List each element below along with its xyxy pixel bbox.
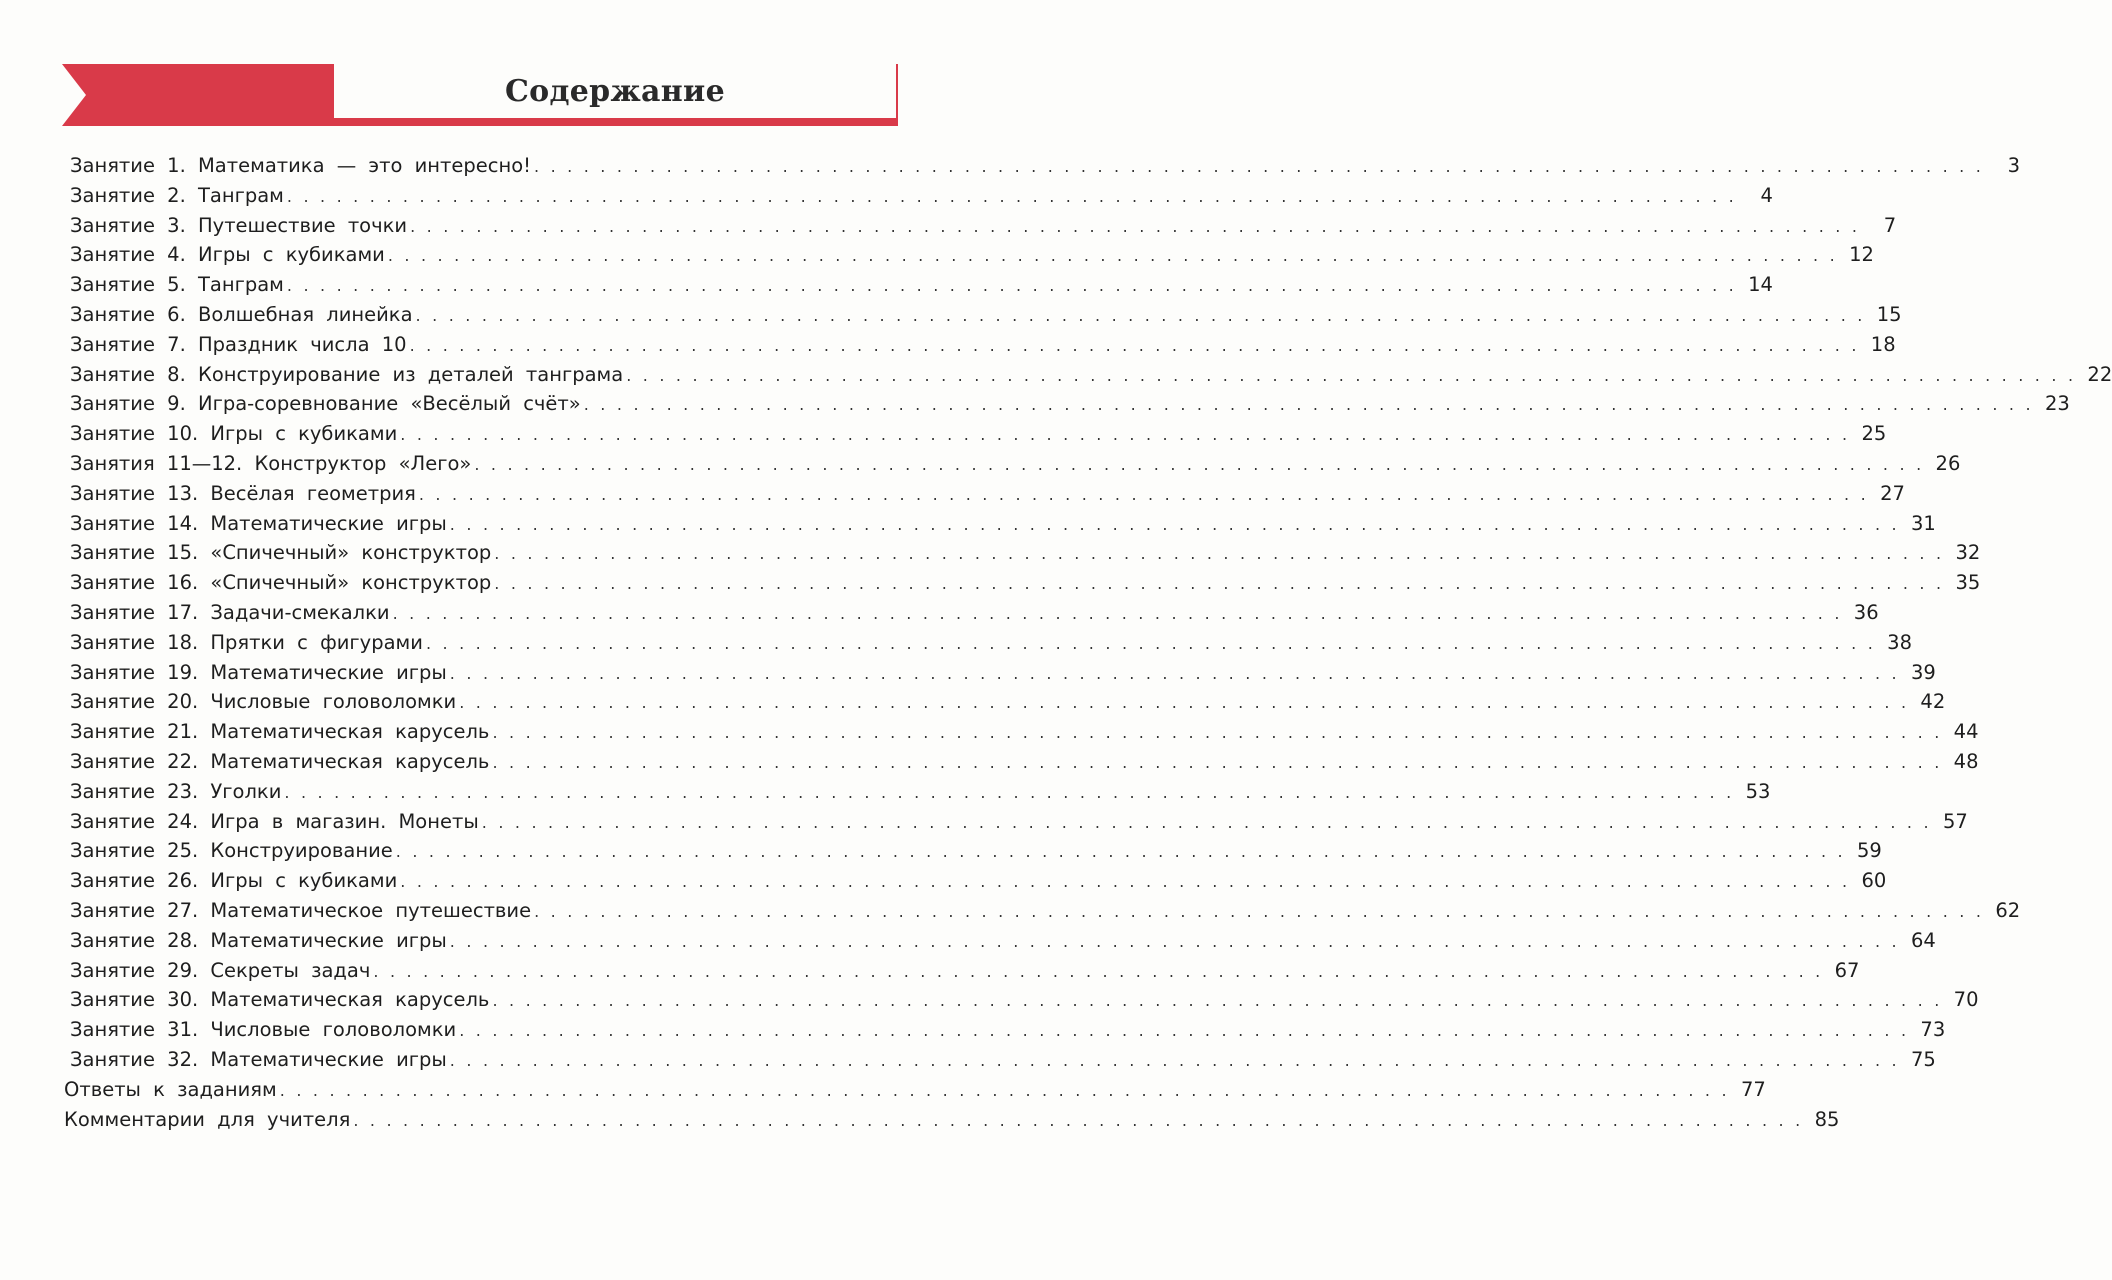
toc-entry-label bbox=[64, 1048, 447, 1071]
toc-entry-label bbox=[64, 422, 397, 445]
toc-entry-title: Весёлая геометрия bbox=[210, 481, 416, 505]
toc-extra-page: 85 bbox=[1814, 1107, 1840, 1131]
toc-entry-label bbox=[64, 214, 407, 237]
toc-entry-page: 60 bbox=[1861, 869, 1887, 893]
toc-entry-title: Математические игры bbox=[210, 1047, 447, 1071]
toc-entry-title: Игра в магазин. Монеты bbox=[210, 809, 479, 833]
toc-entry[interactable] bbox=[64, 511, 1936, 542]
toc-entry-title: Путешествие точки bbox=[197, 213, 408, 237]
page-title: Содержание bbox=[505, 73, 725, 109]
toc-leader-dots: . . . . . . . . . . . . . . . . . . . . . . . . . . . . . . . . . . . . . . . . . . . . . . . . . . . . . . . . . . . . . . . . . . . . . . . . . . . . . . . . . . . . . . . . bbox=[279, 1080, 1730, 1100]
toc-entry-number: 11—12. bbox=[166, 451, 243, 475]
toc-leader-dots: . . . . . . . . . . . . . . . . . . . . . . . . . . . . . . . . . . . . . . . . . . . . . . . . . . . . . . . . . . . . . . . . . . . . . . . . . . . . . . . . . . . . . . . . bbox=[492, 723, 1943, 743]
toc-leader-dots: . . . . . . . . . . . . . . . . . . . . . . . . . . . . . . . . . . . . . . . . . . . . . . . . . . . . . . . . . . . . . . . . . . . . . . . . . . . . . . . . . . . . . . . . bbox=[449, 663, 1900, 683]
toc-leader-dots: . . . . . . . . . . . . . . . . . . . . . . . . . . . . . . . . . . . . . . . . . . . . . . . . . . . . . . . . . . . . . . . . . . . . . . . . . . . . . . . . . . . . . . . . bbox=[583, 395, 2034, 415]
toc-entry-title: Математические игры bbox=[210, 928, 447, 952]
toc-entry-label bbox=[64, 631, 423, 654]
toc-entry-prefix: Занятие bbox=[70, 362, 155, 386]
toc-leader-dots: . . . . . . . . . . . . . . . . . . . . . . . . . . . . . . . . . . . . . . . . . . . . . . . . . . . . . . . . . . . . . . . . . . . . . . . . . . . . . . . . . . . . . . . . bbox=[286, 186, 1737, 206]
toc-entry-title: Праздник числа 10 bbox=[197, 332, 407, 356]
toc-leader-dots: . . . . . . . . . . . . . . . . . . . . . . . . . . . . . . . . . . . . . . . . . . . . . . . . . . . . . . . . . . . . . . . . . . . . . . . . . . . . . . . . . . . . . . . . bbox=[415, 305, 1866, 325]
toc-extra-title: Ответы к заданиям bbox=[64, 1077, 277, 1101]
toc-entry-prefix: Занятие bbox=[70, 988, 155, 1012]
toc-entry[interactable] bbox=[64, 1018, 1946, 1048]
toc-entry[interactable] bbox=[64, 243, 1874, 273]
toc-entry-page: 36 bbox=[1853, 600, 1879, 624]
toc-entry-label bbox=[64, 571, 491, 594]
toc-entry-label bbox=[64, 839, 393, 862]
toc-entry-title: Конструктор «Лего» bbox=[254, 451, 472, 475]
toc-entry-prefix: Занятие bbox=[70, 541, 155, 565]
toc-entry-prefix: Занятие bbox=[70, 243, 155, 267]
toc-entry-prefix: Занятие bbox=[70, 749, 155, 773]
toc-entry-page: 14 bbox=[1748, 273, 1773, 297]
toc-entry-prefix: Занятие bbox=[70, 1018, 155, 1042]
toc-entry-page: 73 bbox=[1920, 1018, 1946, 1042]
toc-leader-dots: . . . . . . . . . . . . . . . . . . . . . . . . . . . . . . . . . . . . . . . . . . . . . . . . . . . . . . . . . . . . . . . . . . . . . . . . . . . . . . . . . . . . . . . . bbox=[534, 901, 1985, 921]
toc-entry-prefix: Занятие bbox=[70, 839, 155, 863]
toc-entry-label bbox=[64, 273, 284, 296]
toc-entry-label bbox=[64, 869, 397, 892]
toc-leader-dots: . . . . . . . . . . . . . . . . . . . . . . . . . . . . . . . . . . . . . . . . . . . . . . . . . . . . . . . . . . . . . . . . . . . . . . . . . . . . . . . . . . . . . . . . bbox=[392, 603, 1843, 623]
toc-entry-page: 27 bbox=[1880, 481, 1905, 505]
title-banner bbox=[62, 64, 898, 126]
toc-entry-title: Конструирование из деталей танграма bbox=[197, 362, 624, 386]
toc-entry-prefix: Занятие bbox=[70, 213, 155, 237]
title-box bbox=[334, 64, 896, 118]
toc-entry-prefix: Занятие bbox=[70, 392, 155, 416]
toc-extra-page: 77 bbox=[1740, 1077, 1766, 1101]
toc-entry-title: Математические игры bbox=[210, 660, 447, 684]
toc-entry-title: Математическая карусель bbox=[210, 749, 490, 773]
toc-entry-page: 64 bbox=[1911, 928, 1936, 952]
toc-entry-page: 23 bbox=[2044, 392, 2070, 416]
toc-entry-page: 67 bbox=[1834, 958, 1860, 982]
toc-entry-number: 16. bbox=[167, 571, 199, 595]
toc-entry[interactable] bbox=[64, 481, 1905, 512]
toc-entry-number: 14. bbox=[167, 511, 199, 535]
toc-entry-label bbox=[64, 988, 489, 1011]
toc-extra-entry[interactable] bbox=[64, 1077, 1766, 1108]
toc-entry-label bbox=[64, 392, 581, 415]
toc-entry[interactable] bbox=[64, 779, 1771, 810]
toc-entry-number: 21. bbox=[167, 720, 199, 744]
toc-leader-dots: . . . . . . . . . . . . . . . . . . . . . . . . . . . . . . . . . . . . . . . . . . . . . . . . . . . . . . . . . . . . . . . . . . . . . . . . . . . . . . . . . . . . . . . . bbox=[494, 544, 1945, 564]
toc-entry-title: Игра-соревнование «Весёлый счёт» bbox=[197, 392, 581, 416]
toc-leader-dots: . . . . . . . . . . . . . . . . . . . . . . . . . . . . . . . . . . . . . . . . . . . . . . . . . . . . . . . . . . . . . . . . . . . . . . . . . . . . . . . . . . . . . . . . bbox=[626, 365, 2077, 385]
toc-leader-dots: . . . . . . . . . . . . . . . . . . . . . . . . . . . . . . . . . . . . . . . . . . . . . . . . . . . . . . . . . . . . . . . . . . . . . . . . . . . . . . . . . . . . . . . . bbox=[492, 991, 1943, 1011]
toc-entry-number: 1. bbox=[167, 154, 186, 177]
toc-entry-prefix: Занятие bbox=[70, 481, 155, 505]
toc-leader-dots: . . . . . . . . . . . . . . . . . . . . . . . . . . . . . . . . . . . . . . . . . . . . . . . . . . . . . . . . . . . . . . . . . . . . . . . . . . . . . . . . . . . . . . . . bbox=[410, 216, 1861, 236]
toc-entry-prefix: Занятие bbox=[70, 302, 155, 326]
toc-leader-dots: . . . . . . . . . . . . . . . . . . . . . . . . . . . . . . . . . . . . . . . . . . . . . . . . . . . . . . . . . . . . . . . . . . . . . . . . . . . . . . . . . . . . . . . . bbox=[284, 782, 1735, 802]
toc-entry-title: Волшебная линейка bbox=[197, 302, 413, 326]
toc-entry[interactable] bbox=[64, 839, 1882, 869]
toc-entry-page: 7 bbox=[1883, 213, 1897, 237]
toc-entry-label bbox=[64, 601, 390, 624]
toc-entry[interactable] bbox=[64, 630, 1912, 661]
toc-entry-title: Прятки с фигурами bbox=[210, 630, 423, 654]
toc-entry-page: 31 bbox=[1911, 511, 1936, 535]
toc-entry-number: 22. bbox=[167, 749, 199, 773]
toc-entry[interactable] bbox=[64, 392, 2070, 422]
toc-entry-label bbox=[64, 154, 531, 177]
toc-leader-dots: . . . . . . . . . . . . . . . . . . . . . . . . . . . . . . . . . . . . . . . . . . . . . . . . . . . . . . . . . . . . . . . . . . . . . . . . . . . . . . . . . . . . . . . . bbox=[353, 1110, 1804, 1130]
toc-entry-prefix: Занятие bbox=[70, 422, 155, 446]
toc-leader-dots: . . . . . . . . . . . . . . . . . . . . . . . . . . . . . . . . . . . . . . . . . . . . . . . . . . . . . . . . . . . . . . . . . . . . . . . . . . . . . . . . . . . . . . . . bbox=[418, 484, 1869, 504]
toc-entry-prefix: Занятие bbox=[70, 869, 155, 893]
toc-entry-number: 15. bbox=[167, 541, 199, 565]
toc-entry-prefix: Занятия bbox=[70, 451, 155, 475]
toc-entry-prefix: Занятие bbox=[70, 332, 155, 356]
toc-extra-entry[interactable] bbox=[64, 1107, 1840, 1138]
toc-entry-page: 12 bbox=[1849, 243, 1874, 267]
toc-entry-number: 19. bbox=[167, 660, 199, 684]
toc-entry-title: «Спичечный» конструктор bbox=[210, 541, 492, 565]
toc-entry[interactable] bbox=[64, 660, 1936, 691]
toc-extra-title: Комментарии для учителя bbox=[64, 1107, 351, 1131]
toc-entry-prefix: Занятие bbox=[70, 690, 155, 714]
toc-entry-page: 59 bbox=[1856, 839, 1882, 863]
toc-entry-label bbox=[64, 899, 531, 922]
toc-entry-number: 20. bbox=[167, 690, 199, 714]
toc-entry[interactable] bbox=[64, 451, 1961, 482]
toc-entry-label bbox=[64, 303, 413, 326]
toc-entry-page: 57 bbox=[1942, 809, 1968, 833]
toc-leader-dots: . . . . . . . . . . . . . . . . . . . . . . . . . . . . . . . . . . . . . . . . . . . . . . . . . . . . . . . . . . . . . . . . . . . . . . . . . . . . . . . . . . . . . . . . bbox=[534, 157, 1985, 176]
toc-entry-title: Математическая карусель bbox=[210, 988, 490, 1012]
toc-entry-label bbox=[64, 661, 447, 684]
toc-entry-prefix: Занятие bbox=[70, 720, 155, 744]
toc-leader-dots: . . . . . . . . . . . . . . . . . . . . . . . . . . . . . . . . . . . . . . . . . . . . . . . . . . . . . . . . . . . . . . . . . . . . . . . . . . . . . . . . . . . . . . . . bbox=[492, 752, 1943, 772]
toc-entry-label bbox=[64, 750, 489, 773]
toc-entry-prefix: Занятие bbox=[70, 660, 155, 684]
toc-entry[interactable] bbox=[64, 988, 1979, 1018]
toc-entry[interactable] bbox=[64, 1047, 1936, 1078]
toc-entry-prefix: Занятие bbox=[70, 779, 155, 803]
toc-entry-prefix: Занятие bbox=[70, 809, 155, 833]
toc-entry-page: 42 bbox=[1920, 690, 1946, 714]
toc-leader-dots: . . . . . . . . . . . . . . . . . . . . . . . . . . . . . . . . . . . . . . . . . . . . . . . . . . . . . . . . . . . . . . . . . . . . . . . . . . . . . . . . . . . . . . . . bbox=[400, 425, 1851, 445]
toc-entry-page: 62 bbox=[1995, 898, 2021, 922]
toc-entry-prefix: Занятие bbox=[70, 183, 155, 207]
toc-entry-prefix: Занятие bbox=[70, 571, 155, 595]
toc-entry-title: Танграм bbox=[197, 273, 284, 297]
toc-entry-title: Математика — это интересно! bbox=[197, 154, 531, 177]
toc-entry-title: Уголки bbox=[210, 779, 282, 803]
toc-entry-number: 4. bbox=[167, 243, 186, 267]
toc-entry-page: 32 bbox=[1955, 541, 1981, 565]
toc-entry-title: Математическое путешествие bbox=[210, 898, 532, 922]
toc-entry[interactable] bbox=[64, 600, 1879, 631]
toc-entry[interactable] bbox=[64, 809, 1968, 840]
toc-entry[interactable] bbox=[64, 749, 1979, 780]
toc-leader-dots: . . . . . . . . . . . . . . . . . . . . . . . . . . . . . . . . . . . . . . . . . . . . . . . . . . . . . . . . . . . . . . . . . . . . . . . . . . . . . . . . . . . . . . . . bbox=[425, 633, 1876, 653]
toc-entry-number: 31. bbox=[167, 1018, 199, 1042]
toc-entry[interactable] bbox=[64, 302, 1902, 333]
toc-entry-page: 18 bbox=[1870, 332, 1896, 356]
toc-entry-title: Игры с кубиками bbox=[210, 422, 398, 446]
toc-entry-number: 10. bbox=[167, 422, 199, 446]
toc-leader-dots: . . . . . . . . . . . . . . . . . . . . . . . . . . . . . . . . . . . . . . . . . . . . . . . . . . . . . . . . . . . . . . . . . . . . . . . . . . . . . . . . . . . . . . . . bbox=[449, 514, 1900, 534]
toc-entry-number: 5. bbox=[167, 273, 186, 297]
toc-entry-title: Конструирование bbox=[210, 839, 393, 863]
toc-entry-page: 48 bbox=[1953, 749, 1979, 773]
toc-leader-dots: . . . . . . . . . . . . . . . . . . . . . . . . . . . . . . . . . . . . . . . . . . . . . . . . . . . . . . . . . . . . . . . . . . . . . . . . . . . . . . . . . . . . . . . . bbox=[395, 842, 1846, 862]
toc-entry-prefix: Занятие bbox=[70, 154, 155, 177]
toc-entry-number: 28. bbox=[167, 928, 199, 952]
toc-entry[interactable] bbox=[64, 898, 2021, 929]
toc-entry[interactable] bbox=[64, 362, 2112, 393]
toc-entry-number: 32. bbox=[167, 1047, 199, 1071]
toc-entry-prefix: Занятие bbox=[70, 511, 155, 535]
toc-entry[interactable] bbox=[64, 571, 1981, 601]
toc-entry-page: 3 bbox=[2007, 154, 2021, 177]
toc-entry-page: 22 bbox=[2087, 362, 2112, 386]
toc-entry-prefix: Занятие bbox=[70, 273, 155, 297]
toc-entry-title: Математическая карусель bbox=[210, 720, 490, 744]
toc-entry-label bbox=[64, 690, 456, 713]
toc-entry-title: Танграм bbox=[197, 183, 284, 207]
toc-entry-prefix: Занятие bbox=[70, 600, 155, 624]
toc-entry[interactable] bbox=[64, 869, 1887, 899]
toc-entry-label bbox=[64, 541, 491, 564]
toc-entry-page: 35 bbox=[1955, 571, 1981, 595]
toc-entry[interactable] bbox=[64, 958, 1860, 989]
toc-entry-label bbox=[64, 780, 281, 803]
toc-entry-prefix: Занятие bbox=[70, 958, 155, 982]
toc-entry-label bbox=[64, 512, 447, 535]
toc-entry-page: 25 bbox=[1861, 422, 1887, 446]
toc-entry-page: 70 bbox=[1953, 988, 1979, 1012]
toc-entry-number: 7. bbox=[167, 332, 186, 356]
toc-entry-title: Секреты задач bbox=[210, 958, 371, 982]
toc-leader-dots: . . . . . . . . . . . . . . . . . . . . . . . . . . . . . . . . . . . . . . . . . . . . . . . . . . . . . . . . . . . . . . . . . . . . . . . . . . . . . . . . . . . . . . . . bbox=[400, 872, 1851, 892]
toc-entry-prefix: Занятие bbox=[70, 1047, 155, 1071]
toc-leader-dots: . . . . . . . . . . . . . . . . . . . . . . . . . . . . . . . . . . . . . . . . . . . . . . . . . . . . . . . . . . . . . . . . . . . . . . . . . . . . . . . . . . . . . . . . bbox=[481, 812, 1932, 832]
table-of-contents bbox=[64, 154, 2112, 1137]
toc-entry-number: 17. bbox=[167, 600, 199, 624]
toc-leader-dots: . . . . . . . . . . . . . . . . . . . . . . . . . . . . . . . . . . . . . . . . . . . . . . . . . . . . . . . . . . . . . . . . . . . . . . . . . . . . . . . . . . . . . . . . bbox=[459, 693, 1910, 713]
toc-entry-prefix: Занятие bbox=[70, 928, 155, 952]
toc-entry-number: 27. bbox=[167, 898, 199, 922]
toc-entry-number: 24. bbox=[167, 809, 199, 833]
toc-entry-label bbox=[64, 1018, 456, 1041]
toc-entry-title: Игры с кубиками bbox=[197, 243, 385, 267]
toc-entry-page: 39 bbox=[1911, 660, 1936, 684]
toc-leader-dots: . . . . . . . . . . . . . . . . . . . . . . . . . . . . . . . . . . . . . . . . . . . . . . . . . . . . . . . . . . . . . . . . . . . . . . . . . . . . . . . . . . . . . . . . bbox=[449, 931, 1900, 951]
toc-leader-dots: . . . . . . . . . . . . . . . . . . . . . . . . . . . . . . . . . . . . . . . . . . . . . . . . . . . . . . . . . . . . . . . . . . . . . . . . . . . . . . . . . . . . . . . . bbox=[474, 454, 1925, 474]
toc-entry-title: Задачи-смекалки bbox=[210, 600, 390, 624]
toc-entry-number: 18. bbox=[167, 630, 199, 654]
toc-entry-prefix: Занятие bbox=[70, 898, 155, 922]
toc-entry-number: 6. bbox=[167, 302, 186, 326]
toc-entry-number: 30. bbox=[167, 988, 199, 1012]
toc-leader-dots: . . . . . . . . . . . . . . . . . . . . . . . . . . . . . . . . . . . . . . . . . . . . . . . . . . . . . . . . . . . . . . . . . . . . . . . . . . . . . . . . . . . . . . . . bbox=[373, 961, 1824, 981]
toc-entry[interactable] bbox=[64, 690, 1946, 720]
toc-entry-label bbox=[64, 929, 447, 952]
toc-entry-page: 4 bbox=[1760, 183, 1773, 207]
toc-entry-page: 26 bbox=[1935, 451, 1961, 475]
toc-entry-label bbox=[64, 959, 370, 982]
toc-entry[interactable] bbox=[64, 928, 1936, 959]
toc-entry-label bbox=[64, 333, 407, 356]
toc-entry-number: 9. bbox=[167, 392, 186, 416]
toc-leader-dots: . . . . . . . . . . . . . . . . . . . . . . . . . . . . . . . . . . . . . . . . . . . . . . . . . . . . . . . . . . . . . . . . . . . . . . . . . . . . . . . . . . . . . . . . bbox=[459, 1021, 1910, 1041]
toc-entry-number: 26. bbox=[167, 869, 199, 893]
toc-entry-label bbox=[64, 243, 385, 266]
toc-entry-number: 8. bbox=[167, 362, 186, 386]
toc-entry-number: 23. bbox=[167, 779, 199, 803]
toc-entry-prefix: Занятие bbox=[70, 630, 155, 654]
toc-entry-label bbox=[64, 720, 489, 743]
toc-entry-number: 13. bbox=[167, 481, 199, 505]
toc-entry-title: Математические игры bbox=[210, 511, 447, 535]
toc-entry[interactable] bbox=[64, 541, 1981, 571]
toc-entry-number: 2. bbox=[167, 183, 186, 207]
toc-entry[interactable] bbox=[64, 720, 1979, 750]
toc-leader-dots: . . . . . . . . . . . . . . . . . . . . . . . . . . . . . . . . . . . . . . . . . . . . . . . . . . . . . . . . . . . . . . . . . . . . . . . . . . . . . . . . . . . . . . . . bbox=[387, 246, 1838, 266]
toc-entry-label bbox=[64, 810, 479, 833]
toc-entry-number: 3. bbox=[167, 213, 186, 237]
toc-entry[interactable] bbox=[64, 183, 1773, 214]
toc-entry-page: 75 bbox=[1911, 1047, 1936, 1071]
toc-entry-label bbox=[64, 363, 623, 386]
toc-entry[interactable] bbox=[64, 154, 2021, 184]
toc-entry-title: «Спичечный» конструктор bbox=[210, 571, 492, 595]
toc-entry[interactable] bbox=[64, 273, 1773, 303]
toc-leader-dots: . . . . . . . . . . . . . . . . . . . . . . . . . . . . . . . . . . . . . . . . . . . . . . . . . . . . . . . . . . . . . . . . . . . . . . . . . . . . . . . . . . . . . . . . bbox=[409, 335, 1860, 355]
toc-entry[interactable] bbox=[64, 213, 1897, 244]
toc-leader-dots: . . . . . . . . . . . . . . . . . . . . . . . . . . . . . . . . . . . . . . . . . . . . . . . . . . . . . . . . . . . . . . . . . . . . . . . . . . . . . . . . . . . . . . . . bbox=[449, 1050, 1900, 1070]
toc-entry[interactable] bbox=[64, 332, 1896, 363]
toc-entry-title: Игры с кубиками bbox=[210, 869, 398, 893]
toc-entry-label bbox=[64, 452, 471, 475]
toc-leader-dots: . . . . . . . . . . . . . . . . . . . . . . . . . . . . . . . . . . . . . . . . . . . . . . . . . . . . . . . . . . . . . . . . . . . . . . . . . . . . . . . . . . . . . . . . bbox=[286, 276, 1737, 296]
toc-entry-title: Числовые головоломки bbox=[210, 1018, 457, 1042]
toc-entry-page: 38 bbox=[1887, 630, 1912, 654]
toc-entry-title: Числовые головоломки bbox=[210, 690, 457, 714]
toc-entry-label bbox=[64, 482, 416, 505]
toc-entry-page: 15 bbox=[1876, 302, 1902, 326]
toc-entry-number: 25. bbox=[167, 839, 199, 863]
toc-leader-dots: . . . . . . . . . . . . . . . . . . . . . . . . . . . . . . . . . . . . . . . . . . . . . . . . . . . . . . . . . . . . . . . . . . . . . . . . . . . . . . . . . . . . . . . . bbox=[494, 574, 1945, 594]
toc-entry[interactable] bbox=[64, 422, 1887, 452]
toc-entry-number: 29. bbox=[167, 958, 199, 982]
toc-entry-label bbox=[64, 184, 284, 207]
toc-entry-page: 44 bbox=[1953, 720, 1979, 744]
toc-entry-page: 53 bbox=[1745, 779, 1771, 803]
